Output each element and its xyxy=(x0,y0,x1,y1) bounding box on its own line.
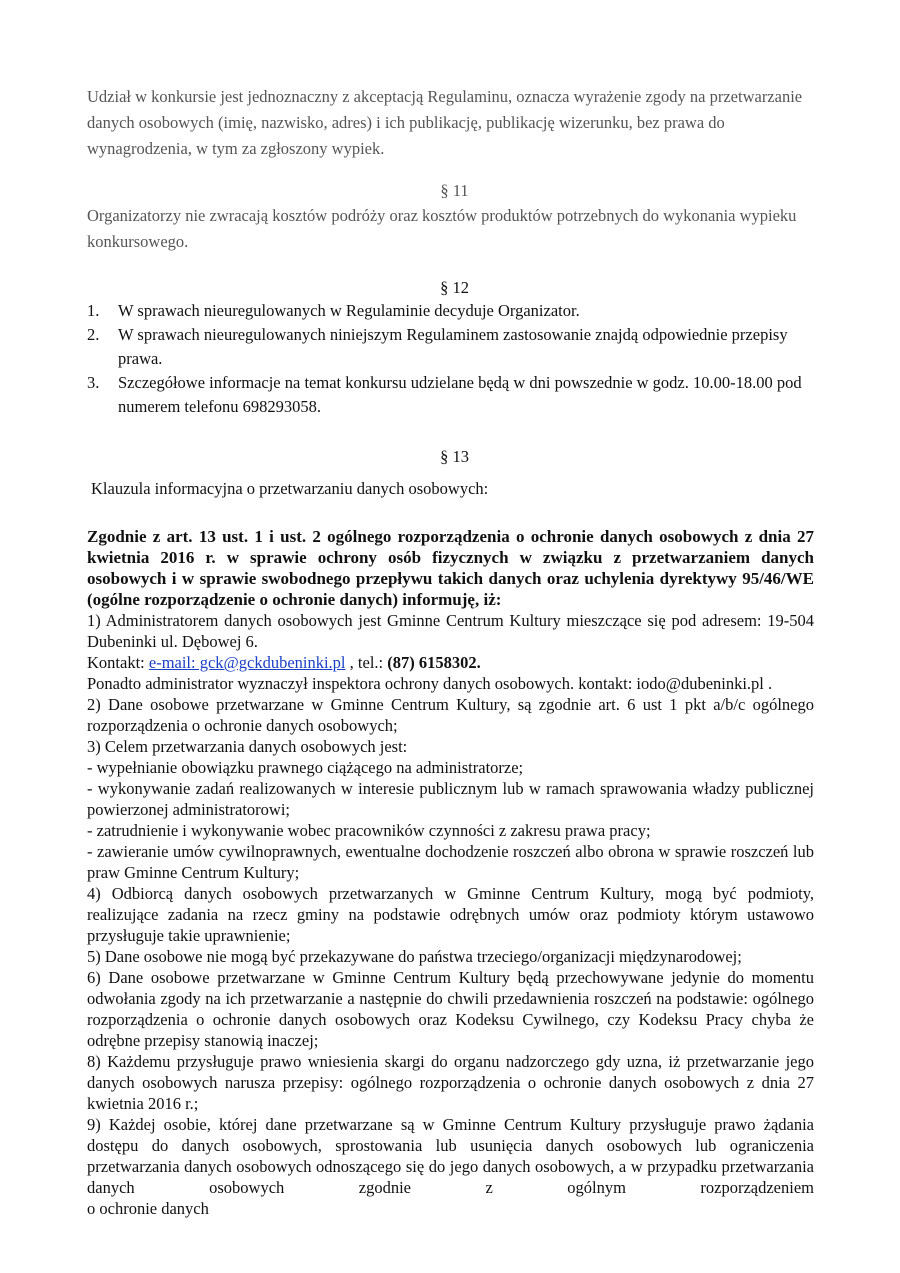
section-12-list xyxy=(87,299,822,419)
section-11-heading: § 11 xyxy=(440,181,469,200)
section-12-heading: § 12 xyxy=(440,278,469,297)
clause-point-4: 4) Odbiorcą danych osobowych przetwarzanych w Gminne Centrum Kultury, mogą być podmioty, realizujące zadania na rzecz gminy na podstawie odrębnych umów oraz podmioty którym ustawowo przysługuje takie uprawnienie; xyxy=(87,884,814,945)
list-item xyxy=(87,299,822,323)
clause-point-5: 5) Dane osobowe nie mogą być przekazywane do państwa trzeciego/organizacji międzynarodowej; xyxy=(87,947,742,966)
contact-line xyxy=(87,652,814,673)
clause-point-6: 6) Dane osobowe przetwarzane w Gminne Centrum Kultury będą przechowywane jedynie do momentu odwołania zgody na ich przetwarzanie a następnie do chwili przedawnienia roszczeń na podstawie: ogólnego rozporządzenia o ochronie danych osobowych oraz Kodeksu Cywilnego, czy Kodeksu Pracy chyba że odrębne przepisy stanowią inaczej; xyxy=(87,968,814,1050)
clause-lead: Zgodnie z art. 13 ust. 1 i ust. 2 ogólnego rozporządzenia o ochronie danych osobowych z dnia 27 kwietnia 2016 r. w sprawie ochrony osób fizycznych w związku z przetwarzaniem danych osobowych i w sprawie swobodnego przepływu takich danych oraz uchylenia dyrektywy 95/46/WE (ogólne rozporządzenie o ochronie danych) informuję, iż: xyxy=(87,527,814,609)
clause-point-2: 2) Dane osobowe przetwarzane w Gminne Centrum Kultury, są zgodnie art. 6 ust 1 pkt a/b/c ogólnego rozporządzenia o ochronie danych osobowych; xyxy=(87,695,814,735)
list-item-number: 3. xyxy=(87,373,100,392)
list-item xyxy=(87,371,822,419)
list-item-text: W sprawach nieuregulowanych w Regulaminie decyduje Organizator. xyxy=(118,301,580,320)
inspector-contact: Ponadto administrator wyznaczył inspektora ochrony danych osobowych. kontakt: iodo@dubeninki.pl . xyxy=(87,674,773,693)
contact-phone: (87) 6158302. xyxy=(387,653,481,672)
list-item-number: 2. xyxy=(87,325,100,344)
clause-point-9: 9) Każdej osobie, której dane przetwarzane są w Gminne Centrum Kultury przysługuje prawo żądania dostępu do danych osobowych, sprostowania lub usunięcia danych osobowych lub ograniczenia przetwarzania danych osobowych odnoszącego się do jego danych osobowych, a w przypadku przetwarzania danych osobowych zgodnie z ogólnym rozporządzeniem xyxy=(87,1115,814,1197)
list-item-number: 1. xyxy=(87,301,100,320)
clause-point-3a: - wypełnianie obowiązku prawnego ciążącego na administratorze; xyxy=(87,758,524,777)
section-13-heading: § 13 xyxy=(440,447,469,466)
information-clause xyxy=(87,526,814,1219)
list-item-text: Szczegółowe informacje na temat konkursu udzielane będą w dni powszednie w godz. 10.00-18.00 pod numerem telefonu 698293058. xyxy=(118,373,802,416)
intro-paragraph: Udział w konkursie jest jednoznaczny z akceptacją Regulaminu, oznacza wyrażenie zgody na przetwarzanie danych osobowych (imię, nazwisko, adres) i ich publikację, publikację wizerunku, bez prawa do wynagrodzenia, w tym za zgłoszony wypiek. xyxy=(87,87,803,158)
contact-middle: , tel.: xyxy=(345,653,388,672)
section-13-title: Klauzula informacyjna o przetwarzaniu danych osobowych: xyxy=(91,479,489,498)
list-item xyxy=(87,323,822,371)
clause-point-3: 3) Celem przetwarzania danych osobowych jest: xyxy=(87,737,408,756)
clause-point-3b: - wykonywanie zadań realizowanych w interesie publicznym lub w ramach sprawowania władzy publicznej powierzonej administratorowi; xyxy=(87,779,814,819)
clause-point-3c: - zatrudnienie i wykonywanie wobec pracowników czynności z zakresu prawa pracy; xyxy=(87,821,651,840)
clause-point-9-end: o ochronie danych xyxy=(87,1199,209,1218)
email-link[interactable]: e-mail: gck@gckdubeninki.pl xyxy=(148,653,346,672)
clause-point-3d: - zawieranie umów cywilnoprawnych, ewentualne dochodzenie roszczeń albo obrona w sprawie roszczeń lub praw Gminne Centrum Kultury; xyxy=(87,842,814,882)
contact-prefix: Kontakt: xyxy=(87,653,149,672)
clause-point-8: 8) Każdemu przysługuje prawo wniesienia skargi do organu nadzorczego gdy uzna, iż przetwarzanie jego danych osobowych narusza przepisy: ogólnego rozporządzenia o ochronie danych osobowych z dnia 27 kwietnia 2016 r.; xyxy=(87,1052,814,1113)
list-item-text: W sprawach nieuregulowanych niniejszym Regulaminem zastosowanie znajdą odpowiednie przepisy prawa. xyxy=(118,325,788,368)
clause-point-1: 1) Administratorem danych osobowych jest Gminne Centrum Kultury mieszczące się pod adresem: 19-504 Dubeninki ul. Dębowej 6. xyxy=(87,611,814,651)
section-11-text: Organizatorzy nie zwracają kosztów podróży oraz kosztów produktów potrzebnych do wykonania wypieku konkursowego. xyxy=(87,206,797,251)
